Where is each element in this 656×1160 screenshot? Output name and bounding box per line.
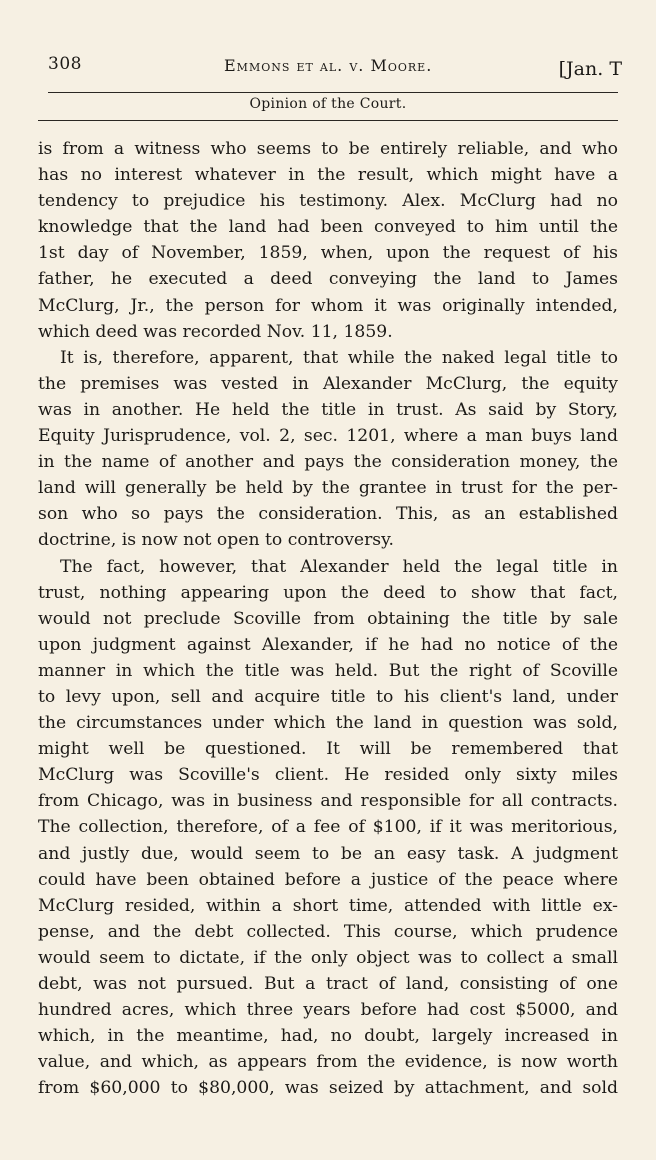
text-line: debt, was not pursued. But a tract of land, consisting of one bbox=[38, 974, 618, 994]
text-line: has no interest whatever in the result, which might have a bbox=[38, 165, 618, 186]
text-line: trust, nothing appearing upon the deed to show that fact, bbox=[38, 582, 618, 603]
term-label: [Jan. T bbox=[558, 58, 622, 80]
text-line: son who so pays the consideration. This, as an established bbox=[38, 504, 618, 525]
text-line: The collection, therefore, of a fee of $100, if it was meritorious, bbox=[38, 817, 618, 838]
text-line: the premises was vested in Alexander McClurg, the equity bbox=[38, 373, 618, 394]
page-number: 308 bbox=[48, 54, 82, 74]
text-line: which deed was recorded Nov. 11, 1859. bbox=[38, 321, 393, 342]
text-line: would not preclude Scoville from obtaining the title by sale bbox=[38, 608, 618, 629]
text-line: would seem to dictate, if the only object was to collect a small bbox=[38, 947, 618, 968]
text-line: might well be questioned. It will be remembered that bbox=[38, 739, 618, 760]
header-rule-bottom bbox=[38, 120, 618, 121]
text-line: knowledge that the land had been conveyed to him until the bbox=[38, 217, 618, 238]
text-line: the circumstances under which the land in question was sold, bbox=[38, 713, 618, 734]
text-line: McClurg resided, within a short time, attended with little ex- bbox=[38, 895, 618, 916]
text-line: doctrine, is now not open to controversy. bbox=[38, 530, 395, 551]
text-line: to levy upon, sell and acquire title to his client's land, under bbox=[38, 686, 618, 707]
text-line: manner in which the title was held. But the right of Scoville bbox=[38, 660, 618, 681]
body-text bbox=[38, 136, 618, 1101]
text-line: Equity Jurisprudence, vol. 2, sec. 1201, where a man buys land bbox=[38, 426, 618, 447]
text-line: McClurg was Scoville's client. He resided only sixty miles bbox=[38, 765, 618, 786]
text-line: could have been obtained before a justice of the peace where bbox=[38, 869, 618, 890]
text-line: in the name of another and pays the consideration money, the bbox=[38, 452, 618, 473]
text-line: The fact, however, that Alexander held the legal title in bbox=[60, 556, 618, 577]
text-line: It is, therefore, apparent, that while the naked legal title to bbox=[60, 347, 618, 368]
text-line: from $60,000 to $80,000, was seized by attachment, and sold bbox=[38, 1078, 618, 1099]
header-rule-top bbox=[48, 92, 618, 93]
text-line: McClurg, Jr., the person for whom it was originally intended, bbox=[38, 295, 618, 316]
text-line: pense, and the debt collected. This course, which prudence bbox=[38, 921, 618, 942]
text-line: value, and which, as appears from the evidence, is now worth bbox=[38, 1052, 618, 1073]
text-line: was in another. He held the title in trust. As said by Story, bbox=[38, 399, 618, 420]
running-header bbox=[38, 50, 622, 82]
text-line: father, he executed a deed conveying the land to James bbox=[38, 269, 618, 290]
text-line: upon judgment against Alexander, if he had no notice of the bbox=[38, 634, 618, 655]
text-line: is from a witness who seems to be entirely reliable, and who bbox=[38, 139, 618, 159]
text-line: 1st day of November, 1859, when, upon the request of his bbox=[38, 243, 618, 264]
text-line: and justly due, would seem to be an easy task. A judgment bbox=[38, 843, 618, 864]
section-label: Opinion of the Court. bbox=[249, 96, 407, 112]
text-line: from Chicago, was in business and responsible for all contracts. bbox=[38, 791, 618, 812]
case-title: Emmons et al. v. Moore. bbox=[224, 56, 433, 75]
text-line: tendency to prejudice his testimony. Alex. McClurg had no bbox=[38, 191, 618, 212]
text-line: hundred acres, which three years before had cost $5000, and bbox=[38, 1000, 618, 1021]
text-line: land will generally be held by the grantee in trust for the per- bbox=[38, 478, 618, 499]
text-line: which, in the meantime, had, no doubt, largely increased in bbox=[38, 1026, 618, 1047]
